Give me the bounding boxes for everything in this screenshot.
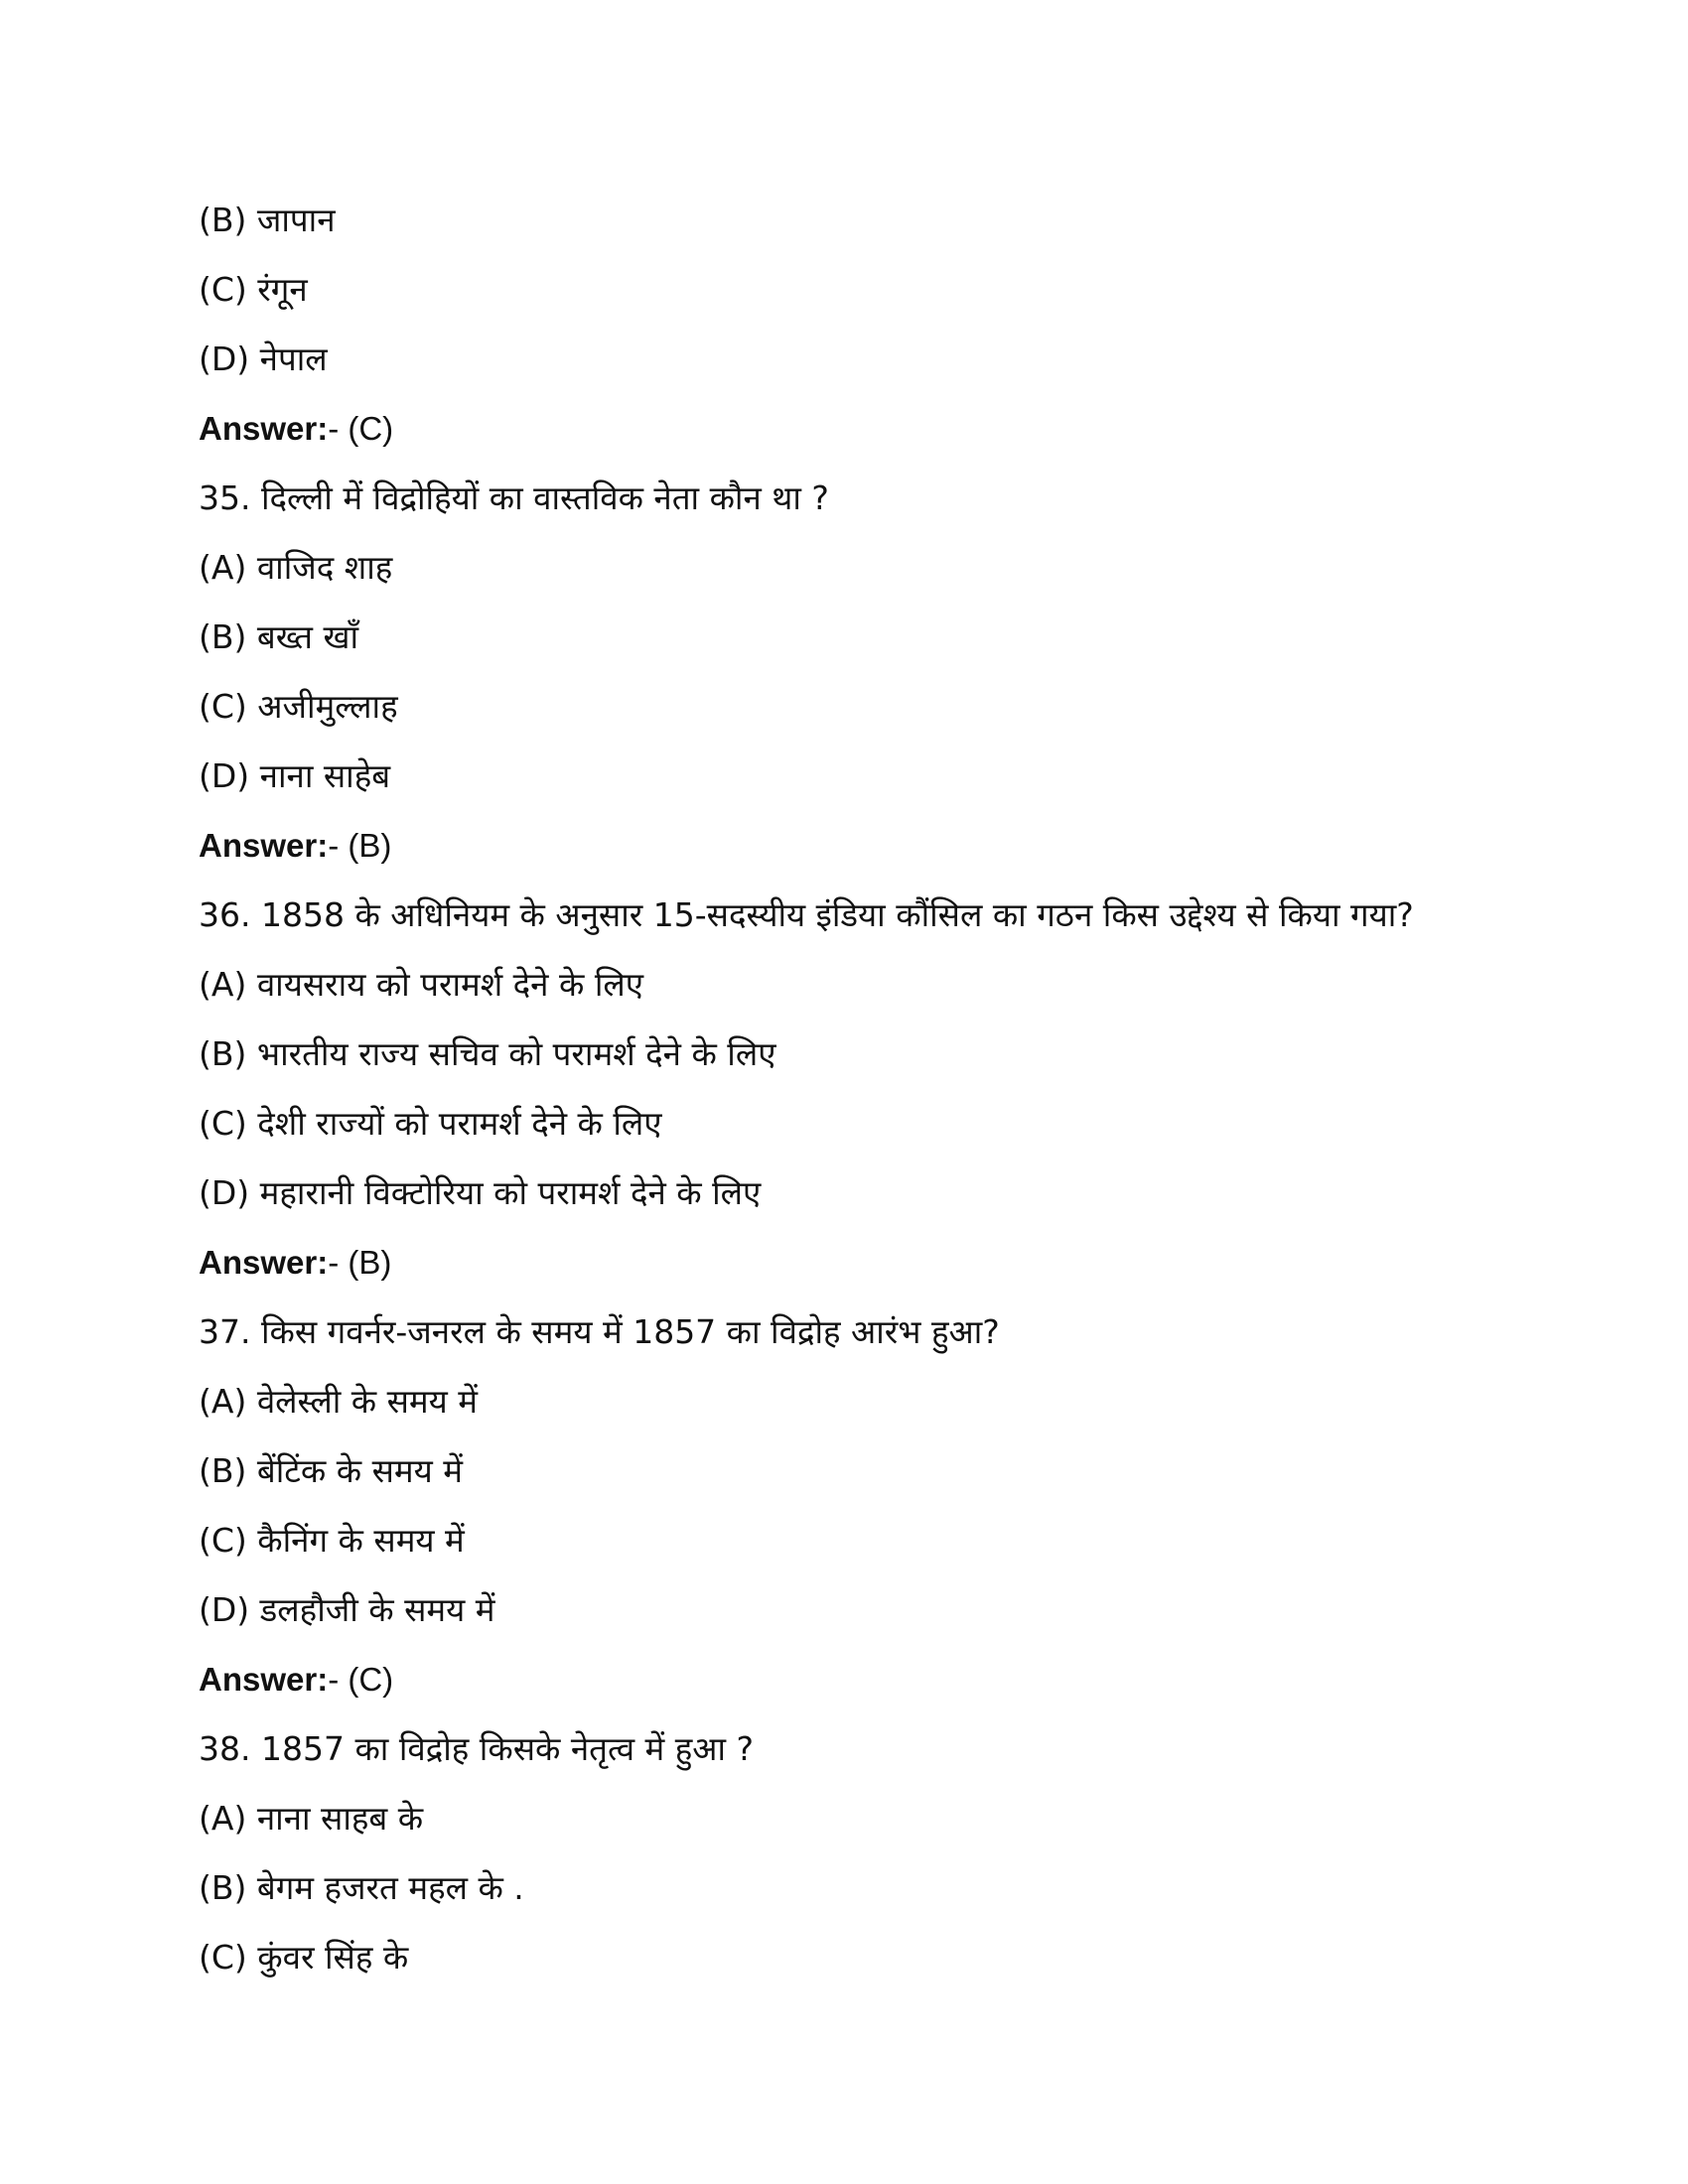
option-text: (B) बख्त खाँ bbox=[199, 617, 359, 656]
option-text: (D) नेपाल bbox=[199, 340, 328, 378]
option-text: (D) महारानी विक्टोरिया को परामर्श देने के लिए bbox=[199, 1173, 762, 1212]
option-text: (B) बेंटिंक के समय में bbox=[199, 1451, 463, 1490]
option-text: (C) कैनिंग के समय में bbox=[199, 1521, 465, 1560]
answer-label: Answer: bbox=[199, 1661, 329, 1698]
option-text: (D) नाना साहेब bbox=[199, 756, 391, 795]
answer-value: - (C) bbox=[328, 1661, 394, 1698]
question-text: 37. किस गवर्नर-जनरल के समय में 1857 का विद्रोह आरंभ हुआ? bbox=[199, 1312, 1000, 1351]
answer-label: Answer: bbox=[199, 827, 329, 864]
option-text: (C) अजीमुल्लाह bbox=[199, 687, 398, 726]
answer-line bbox=[199, 1233, 1489, 1302]
question-text: 38. 1857 का विद्रोह किसके नेतृत्व में हुआ ? bbox=[199, 1729, 755, 1768]
answer-line bbox=[199, 399, 1489, 469]
question-text: 35. दिल्ली में विद्रोहियों का वास्तविक नेता कौन था ? bbox=[199, 478, 829, 517]
option-text: (C) कुंवर सिंह के bbox=[199, 1938, 409, 1977]
option-text: (B) बेगम हजरत महल के . bbox=[199, 1868, 524, 1907]
answer-value: - (B) bbox=[328, 827, 392, 864]
answer-label: Answer: bbox=[199, 1244, 329, 1281]
document-page bbox=[199, 191, 1489, 1997]
option-text: (B) जापान bbox=[199, 201, 336, 239]
option-text: (A) वाजिद शाह bbox=[199, 548, 393, 587]
option-text: (C) देशी राज्यों को परामर्श देने के लिए bbox=[199, 1104, 662, 1143]
option-text: (A) वेलेस्ली के समय में bbox=[199, 1382, 479, 1421]
answer-line bbox=[199, 816, 1489, 886]
answer-value: - (B) bbox=[328, 1244, 392, 1281]
option-text: (B) भारतीय राज्य सचिव को परामर्श देने के लिए bbox=[199, 1034, 776, 1073]
option-text: (D) डलहौजी के समय में bbox=[199, 1590, 495, 1629]
option-text: (A) वायसराय को परामर्श देने के लिए bbox=[199, 965, 643, 1004]
answer-label: Answer: bbox=[199, 410, 329, 447]
question-text: 36. 1858 के अधिनियम के अनुसार 15-सदस्यीय इंडिया कौंसिल का गठन किस उद्देश्य से किया गया? bbox=[199, 895, 1414, 934]
option-text: (A) नाना साहब के bbox=[199, 1799, 424, 1838]
option-text: (C) रंगून bbox=[199, 270, 308, 309]
answer-value: - (C) bbox=[328, 410, 394, 447]
answer-line bbox=[199, 1650, 1489, 1719]
